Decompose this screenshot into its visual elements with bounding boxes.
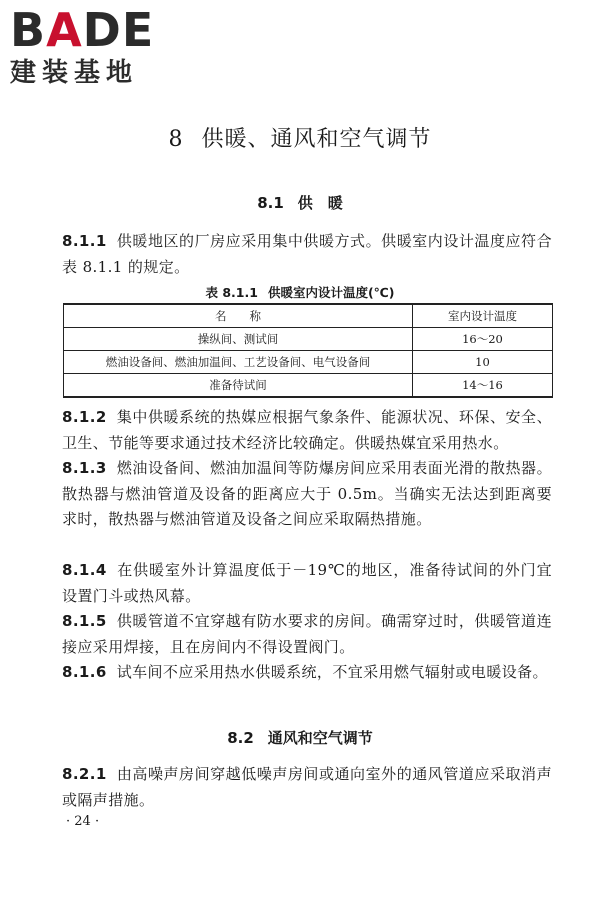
table-cell: 准备待试间 (64, 374, 413, 398)
table-cell: 10 (413, 351, 553, 374)
chapter-number: 8 (168, 127, 184, 152)
clause-number: 8.1.6 (62, 663, 107, 681)
clause-number: 8.2.1 (62, 765, 107, 783)
clause-8-1-6 (62, 660, 552, 686)
table-row (64, 351, 553, 374)
chapter-title (0, 122, 600, 153)
clause-text: 在供暖室外计算温度低于－19℃的地区，准备待试间的外门宜设置门斗或热风幕。 (62, 561, 552, 605)
table-header-row (64, 304, 553, 328)
section-heading-8-2: 8.2 通风和空气调节 (227, 729, 373, 747)
clause-text: 供暖管道不宜穿越有防水要求的房间。确需穿过时，供暖管道连接应采用焊接，且在房间内不得设置阀门。 (62, 612, 552, 656)
clause-number: 8.1.5 (62, 612, 107, 630)
clause-text: 试车间不应采用热水供暖系统，不宜采用燃气辐射或电暖设备。 (116, 663, 548, 681)
clause-text: 供暖地区的厂房应采用集中供暖方式。供暖室内设计温度应符合表 8.1.1 的规定。 (62, 232, 552, 276)
clause-8-1-1 (62, 229, 552, 280)
clause-8-2-1 (62, 762, 552, 813)
chapter-title-text: 供暖、通风和空气调节 (201, 127, 432, 152)
clause-text: 燃油设备间、燃油加温间等防爆房间应采用表面光滑的散热器。散热器与燃油管道及设备的距离应大于 0.5m。当确实无法达到距离要求时，散热器与燃油管道及设备之间应采取隔热措施。 (62, 459, 552, 528)
table-cell: 操纵间、测试间 (64, 328, 413, 351)
logo-wordmark: BADE (10, 3, 155, 57)
section-heading-8-1: 8.1 供 暖 (257, 194, 343, 212)
table-row (64, 374, 553, 398)
clause-8-1-5 (62, 609, 552, 660)
table-row (64, 328, 553, 351)
clause-text: 由高噪声房间穿越低噪声房间或通向室外的通风管道应采取消声或隔声措施。 (62, 765, 552, 809)
clause-text: 集中供暖系统的热媒应根据气象条件、能源状况、环保、安全、卫生、节能等要求通过技术经济比较确定。供暖热媒宜采用热水。 (62, 408, 552, 452)
table-header-cell: 名 称 (64, 304, 413, 328)
logo-subtitle: 建装基地 (10, 58, 139, 88)
clause-number: 8.1.2 (62, 408, 107, 426)
brand-logo (10, 3, 175, 88)
page-number: · 24 · (66, 814, 100, 829)
clause-number: 8.1.3 (62, 459, 107, 477)
table-header-cell: 室内设计温度 (413, 304, 553, 328)
clause-8-1-2 (62, 405, 552, 456)
table-caption: 表 8.1.1 供暖室内设计温度(℃) (205, 285, 395, 300)
clause-8-1-3 (62, 456, 552, 533)
table-cell: 燃油设备间、燃油加温间、工艺设备间、电气设备间 (64, 351, 413, 374)
clause-number: 8.1.4 (62, 561, 107, 579)
table-cell: 14～16 (413, 374, 553, 398)
clause-8-1-4 (62, 558, 552, 609)
heating-temperature-table (63, 303, 553, 398)
table-cell: 16～20 (413, 328, 553, 351)
clause-number: 8.1.1 (62, 232, 107, 250)
